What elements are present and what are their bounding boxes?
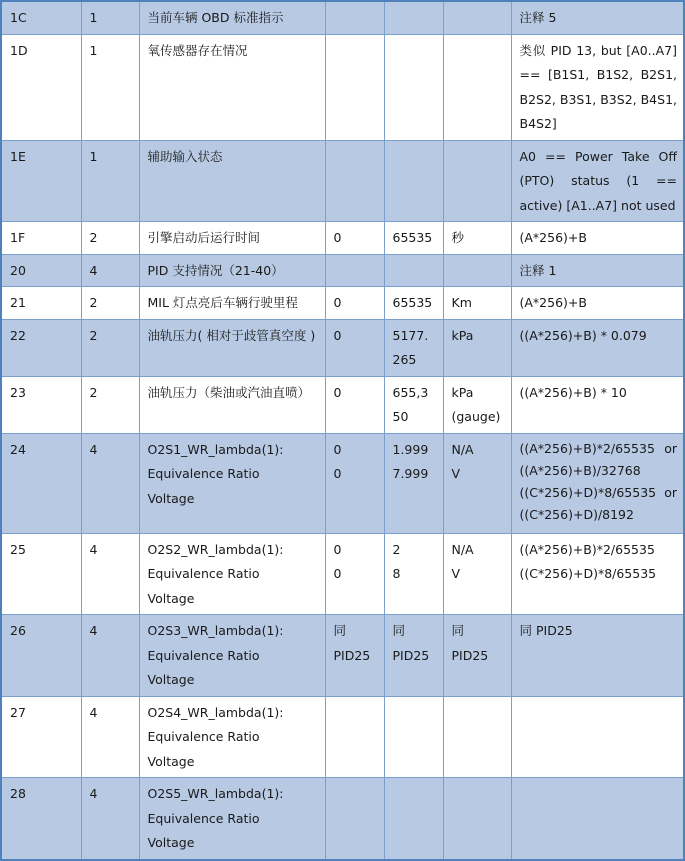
- table-row: [1, 376, 684, 433]
- bytes-cell: 2: [81, 376, 139, 433]
- max-cell: [384, 1, 443, 34]
- min-cell: 同 PID25: [325, 615, 384, 697]
- description-cell: 引擎启动后运行时间: [139, 222, 325, 255]
- min-cell: [325, 254, 384, 287]
- formula-cell: 类似 PID 13, but [A0..A7] == [B1S1, B1S2, B2S1, B2S2, B3S1, B3S2, B4S1, B4S2]: [511, 34, 684, 140]
- formula-cell: ((A*256)+B)*2/65535 ((C*256)+D)*8/65535: [511, 533, 684, 615]
- unit-cell: kPa: [443, 319, 511, 376]
- description-cell: MIL 灯点亮后车辆行驶里程: [139, 287, 325, 320]
- unit-cell: 秒: [443, 222, 511, 255]
- max-cell: 65535: [384, 287, 443, 320]
- max-cell: 1.999 7.999: [384, 433, 443, 533]
- formula-cell: (A*256)+B: [511, 287, 684, 320]
- description-cell: O2S2_WR_lambda(1): Equivalence Ratio Voltage: [139, 533, 325, 615]
- formula-cell: 注释 5: [511, 1, 684, 34]
- pid-cell: 25: [1, 533, 81, 615]
- max-cell: [384, 696, 443, 778]
- pid-cell: 1E: [1, 140, 81, 222]
- max-cell: 5177. 265: [384, 319, 443, 376]
- max-cell: 65535: [384, 222, 443, 255]
- pid-cell: 23: [1, 376, 81, 433]
- formula-cell: [511, 778, 684, 860]
- table-row: [1, 222, 684, 255]
- pid-cell: 1D: [1, 34, 81, 140]
- description-cell: 油轨压力（柴油或汽油直喷）: [139, 376, 325, 433]
- unit-cell: [443, 34, 511, 140]
- unit-cell: [443, 140, 511, 222]
- max-cell: 同 PID25: [384, 615, 443, 697]
- pid-cell: 20: [1, 254, 81, 287]
- table-row: [1, 533, 684, 615]
- bytes-cell: 4: [81, 533, 139, 615]
- pid-cell: 27: [1, 696, 81, 778]
- max-cell: [384, 140, 443, 222]
- table-row: [1, 778, 684, 860]
- bytes-cell: 4: [81, 254, 139, 287]
- min-cell: [325, 778, 384, 860]
- min-cell: [325, 34, 384, 140]
- max-cell: 2 8: [384, 533, 443, 615]
- formula-cell: A0 == Power Take Off (PTO) status (1 == active) [A1..A7] not used: [511, 140, 684, 222]
- bytes-cell: 4: [81, 433, 139, 533]
- description-cell: O2S1_WR_lambda(1): Equivalence Ratio Voltage: [139, 433, 325, 533]
- description-cell: 辅助输入状态: [139, 140, 325, 222]
- min-cell: 0 0: [325, 433, 384, 533]
- description-cell: O2S5_WR_lambda(1): Equivalence Ratio Voltage: [139, 778, 325, 860]
- max-cell: [384, 254, 443, 287]
- min-cell: [325, 1, 384, 34]
- unit-cell: [443, 696, 511, 778]
- pid-cell: 22: [1, 319, 81, 376]
- min-cell: 0: [325, 376, 384, 433]
- formula-cell: ((A*256)+B) * 10: [511, 376, 684, 433]
- min-cell: 0: [325, 222, 384, 255]
- bytes-cell: 1: [81, 140, 139, 222]
- min-cell: 0: [325, 287, 384, 320]
- pid-cell: 1C: [1, 1, 81, 34]
- description-cell: PID 支持情况（21-40）: [139, 254, 325, 287]
- pid-cell: 1F: [1, 222, 81, 255]
- table-row: [1, 615, 684, 697]
- max-cell: [384, 778, 443, 860]
- unit-cell: N/A V: [443, 533, 511, 615]
- unit-cell: Km: [443, 287, 511, 320]
- table-row: [1, 433, 684, 533]
- pid-cell: 21: [1, 287, 81, 320]
- bytes-cell: 1: [81, 1, 139, 34]
- bytes-cell: 2: [81, 287, 139, 320]
- description-cell: O2S3_WR_lambda(1): Equivalence Ratio Voltage: [139, 615, 325, 697]
- formula-cell: 注释 1: [511, 254, 684, 287]
- min-cell: [325, 140, 384, 222]
- bytes-cell: 2: [81, 222, 139, 255]
- pid-cell: 28: [1, 778, 81, 860]
- description-cell: O2S4_WR_lambda(1): Equivalence Ratio Voltage: [139, 696, 325, 778]
- table-row: [1, 140, 684, 222]
- table-row: [1, 254, 684, 287]
- min-cell: 0 0: [325, 533, 384, 615]
- bytes-cell: 1: [81, 34, 139, 140]
- max-cell: 655,3 50: [384, 376, 443, 433]
- description-cell: 油轨压力( 相对于歧管真空度 ): [139, 319, 325, 376]
- pid-cell: 24: [1, 433, 81, 533]
- pid-cell: 26: [1, 615, 81, 697]
- bytes-cell: 2: [81, 319, 139, 376]
- min-cell: [325, 696, 384, 778]
- table-row: [1, 287, 684, 320]
- unit-cell: [443, 1, 511, 34]
- bytes-cell: 4: [81, 696, 139, 778]
- table-row: [1, 1, 684, 34]
- unit-cell: [443, 254, 511, 287]
- formula-cell: ((A*256)+B)*2/65535 or ((A*256)+B)/32768 ((C*256)+D)*8/65535 or ((C*256)+D)/8192: [511, 433, 684, 533]
- formula-cell: (A*256)+B: [511, 222, 684, 255]
- table-row: [1, 696, 684, 778]
- min-cell: 0: [325, 319, 384, 376]
- unit-cell: N/A V: [443, 433, 511, 533]
- table-row: [1, 319, 684, 376]
- unit-cell: [443, 778, 511, 860]
- max-cell: [384, 34, 443, 140]
- bytes-cell: 4: [81, 778, 139, 860]
- description-cell: 当前车辆 OBD 标准指示: [139, 1, 325, 34]
- unit-cell: 同 PID25: [443, 615, 511, 697]
- formula-cell: ((A*256)+B) * 0.079: [511, 319, 684, 376]
- description-cell: 氧传感器存在情况: [139, 34, 325, 140]
- formula-cell: 同 PID25: [511, 615, 684, 697]
- unit-cell: kPa (gauge): [443, 376, 511, 433]
- bytes-cell: 4: [81, 615, 139, 697]
- formula-cell: [511, 696, 684, 778]
- table-row: [1, 34, 684, 140]
